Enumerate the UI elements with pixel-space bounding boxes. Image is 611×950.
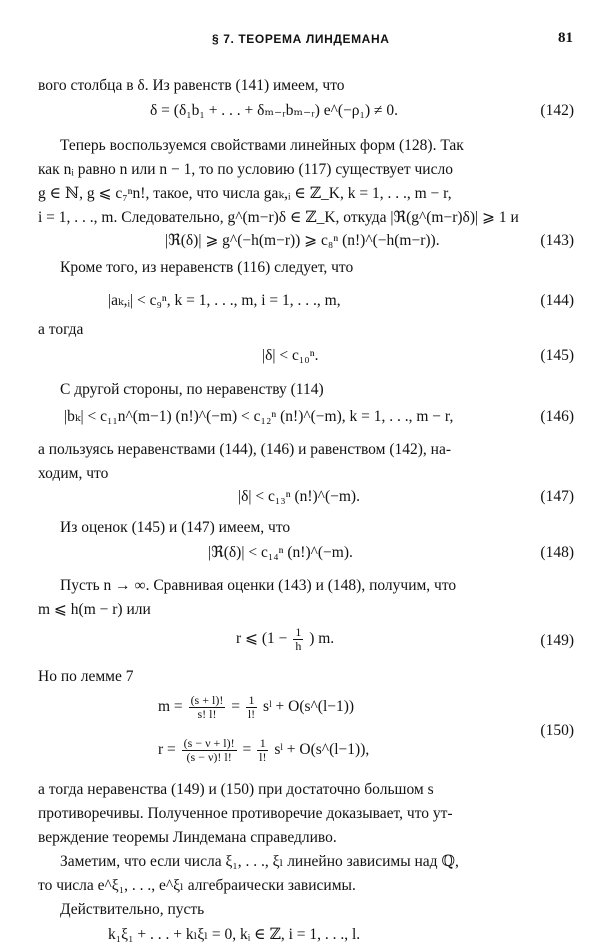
- text-line: Действительно, пусть: [60, 901, 205, 918]
- text-line: а тогда неравенства (149) и (150) при достаточно большом s: [38, 781, 434, 798]
- fraction-denominator: l!: [247, 707, 256, 721]
- formula-142: δ = (δ₁b₁ + . . . + δₘ₋ᵣbₘ₋ᵣ) e^(−ρ₁) ≠ 0.: [150, 102, 398, 119]
- formula-148: |ℜ(δ)| < c₁₄ⁿ (n!)^(−m).: [208, 544, 353, 561]
- text-line: С другой стороны, по неравенству (114): [60, 381, 324, 398]
- fraction-numerator: (s − ν + l)!: [183, 736, 235, 750]
- formula-part: sˡ + O(s^(l−1)),: [274, 741, 370, 759]
- text-line: а тогда: [38, 321, 84, 338]
- equation-number: (148): [540, 544, 574, 561]
- formula-part: r ⩽ (1 −: [236, 630, 288, 648]
- fraction: [182, 737, 237, 764]
- running-head: § 7. ТЕОРЕМА ЛИНДЕМАНА: [212, 32, 390, 46]
- formula-150-first: [158, 694, 354, 721]
- fraction-numerator: 1: [257, 737, 268, 751]
- text-line: Из оценок (145) и (147) имеем, что: [60, 519, 291, 536]
- text-line: Теперь воспользуемся свойствами линейных форм (128). Так: [60, 137, 464, 154]
- formula-149: [236, 626, 334, 653]
- formula-144: |aₖ,ᵢ| < c₉ⁿ, k = 1, . . ., m, i = 1, . . ., m,: [108, 292, 341, 309]
- text-line: m ⩽ h(m − r) или: [38, 601, 151, 618]
- formula-part: m =: [158, 698, 183, 716]
- formula-145: |δ| < c₁₀ⁿ.: [262, 347, 319, 364]
- fraction: [246, 694, 257, 721]
- equation-number: (144): [540, 292, 574, 309]
- equation-number: (142): [540, 102, 574, 119]
- page-header: [0, 30, 611, 52]
- equation-number: (149): [540, 632, 574, 649]
- fraction-numerator: 1: [246, 694, 257, 708]
- formula-part: r =: [158, 741, 176, 759]
- page-number: 81: [558, 30, 573, 46]
- formula-146: |bₖ| < c₁₁n^(m−1) (n!)^(−m) < c₁₂ⁿ (n!)^(−m), k = 1, . . ., m − r,: [64, 408, 454, 425]
- text-line: как nᵢ равно n или n − 1, то по условию (117) существует число: [38, 161, 453, 178]
- text-line: Пусть n → ∞. Сравнивая оценки (143) и (148), получим, что: [60, 577, 457, 594]
- formula-part: =: [242, 741, 252, 759]
- text-line: то числа e^ξ₁, . . ., e^ξₗ алгебраически зависимы.: [38, 877, 356, 894]
- fraction: [189, 694, 226, 721]
- equation-number: (145): [540, 347, 574, 364]
- formula-150-second: [158, 737, 369, 764]
- fraction-denominator: l!: [259, 750, 267, 764]
- text-line: g ∈ ℕ, g ⩽ c₇ⁿn!, такое, что числа gaₖ,ᵢ ∈ ℤ_K, k = 1, . . ., m − r,: [38, 185, 452, 202]
- text-line: вого столбца в δ. Из равенств (141) имеем, что: [38, 77, 345, 94]
- text-line: Заметим, что если числа ξ₁, . . ., ξₗ линейно зависимы над ℚ,: [60, 853, 459, 870]
- fraction-denominator: (s − ν)! l!: [186, 750, 232, 764]
- text-line: i = 1, . . ., m. Следовательно, g^(m−r)δ ∈ ℤ_K, откуда |ℜ(g^(m−r)δ)| ⩾ 1 и: [38, 209, 519, 226]
- formula-151: k₁ξ₁ + . . . + kₗξₗ = 0, kᵢ ∈ ℤ, i = 1, . . ., l.: [108, 926, 361, 943]
- fraction-denominator: s! l!: [197, 707, 217, 721]
- text-line: верждение теоремы Линдемана справедливо.: [38, 829, 337, 846]
- fraction-numerator: 1: [295, 625, 302, 639]
- formula-part: =: [231, 698, 240, 716]
- text-line: а пользуясь неравенствами (144), (146) и равенством (142), на-: [38, 441, 451, 458]
- formula-143: |ℜ(δ)| ⩾ g^(−h(m−r)) ⩾ c₈ⁿ (n!)^(−h(m−r)).: [165, 232, 440, 249]
- equation-number: (146): [540, 408, 574, 425]
- fraction: [293, 626, 303, 653]
- formula-part: ) m.: [309, 630, 335, 648]
- text-line: противоречивы. Полученное противоречие доказывает, что ут-: [38, 805, 453, 822]
- fraction-numerator: (s + l)!: [190, 693, 224, 707]
- fraction: [257, 737, 268, 764]
- text-line: Кроме того, из неравенств (116) следует, что: [60, 259, 354, 276]
- text-line: Но по лемме 7: [38, 668, 134, 685]
- formula-part: sˡ + O(s^(l−1)): [263, 698, 355, 716]
- formula-147: |δ| < c₁₃ⁿ (n!)^(−m).: [238, 488, 360, 505]
- equation-number: (147): [540, 488, 574, 505]
- fraction-denominator: h: [295, 639, 302, 653]
- equation-number: (143): [540, 232, 574, 249]
- text-line: ходим, что: [38, 465, 109, 482]
- equation-number: (150): [540, 722, 574, 739]
